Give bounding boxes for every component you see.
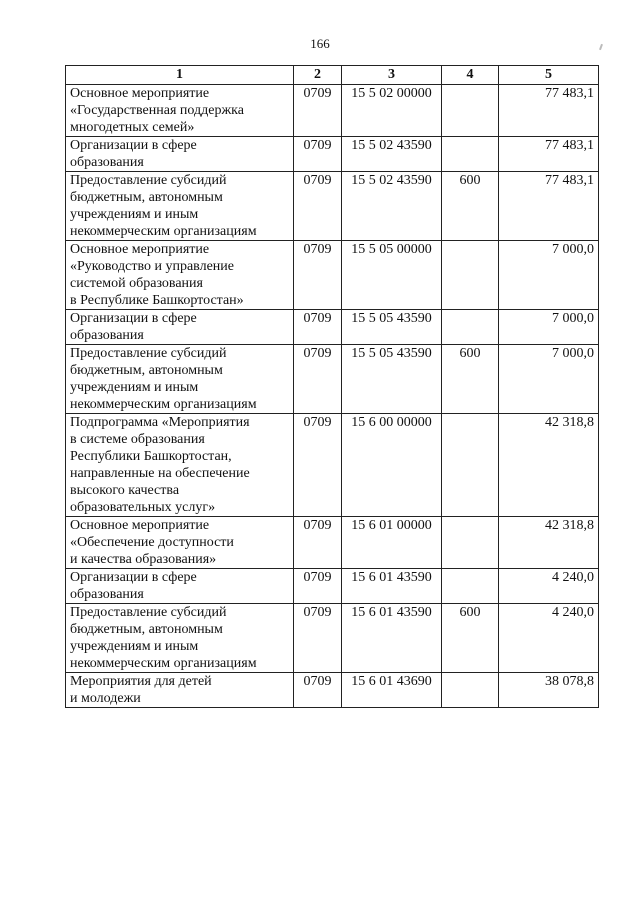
table-row — [66, 517, 599, 569]
table-header-row — [66, 66, 599, 85]
page-number: 166 — [310, 36, 330, 51]
target-code-cell: 15 6 01 43590 — [342, 569, 442, 604]
expense-type-cell — [442, 241, 499, 310]
row-name-cell: Организации в сфере образования — [66, 569, 294, 604]
row-name-cell: Предоставление субсидий бюджетным, автономным учреждениям и иным некоммерческим организациям — [66, 345, 294, 414]
section-code-cell: 0709 — [294, 241, 342, 310]
target-code-cell: 15 6 00 00000 — [342, 414, 442, 517]
amount-cell: 77 483,1 — [499, 172, 599, 241]
amount-cell: 7 000,0 — [499, 241, 599, 310]
column-header: 3 — [342, 66, 442, 85]
target-code-cell: 15 6 01 43590 — [342, 604, 442, 673]
amount-cell: 42 318,8 — [499, 517, 599, 569]
row-name-cell: Основное мероприятие «Руководство и управление системой образования в Республике Башкортостан» — [66, 241, 294, 310]
amount-cell: 7 000,0 — [499, 345, 599, 414]
section-code-cell: 0709 — [294, 85, 342, 137]
target-code-cell: 15 5 02 43590 — [342, 137, 442, 172]
section-code-cell: 0709 — [294, 604, 342, 673]
target-code-cell: 15 5 02 00000 — [342, 85, 442, 137]
section-code-cell: 0709 — [294, 137, 342, 172]
section-code-cell: 0709 — [294, 673, 342, 708]
section-code-cell: 0709 — [294, 310, 342, 345]
section-code-cell: 0709 — [294, 172, 342, 241]
table-row — [66, 310, 599, 345]
row-name-cell: Подпрограмма «Мероприятия в системе образования Республики Башкортостан, направленные на обеспечение высокого качества образовательных услуг» — [66, 414, 294, 517]
expense-type-cell: 600 — [442, 345, 499, 414]
section-code-cell: 0709 — [294, 414, 342, 517]
expense-type-cell — [442, 517, 499, 569]
expense-type-cell: 600 — [442, 604, 499, 673]
table-row — [66, 673, 599, 708]
amount-cell: 38 078,8 — [499, 673, 599, 708]
table-row — [66, 569, 599, 604]
amount-cell: 77 483,1 — [499, 137, 599, 172]
column-header: 5 — [499, 66, 599, 85]
target-code-cell: 15 5 05 43590 — [342, 310, 442, 345]
expense-type-cell — [442, 310, 499, 345]
target-code-cell: 15 6 01 00000 — [342, 517, 442, 569]
section-code-cell: 0709 — [294, 517, 342, 569]
table-row — [66, 172, 599, 241]
section-code-cell: 0709 — [294, 345, 342, 414]
expense-type-cell — [442, 673, 499, 708]
table-body — [66, 85, 599, 708]
target-code-cell: 15 5 02 43590 — [342, 172, 442, 241]
row-name-cell: Мероприятия для детей и молодежи — [66, 673, 294, 708]
expense-type-cell — [442, 569, 499, 604]
expense-type-cell — [442, 137, 499, 172]
column-header: 4 — [442, 66, 499, 85]
table-row — [66, 345, 599, 414]
expense-type-cell: 600 — [442, 172, 499, 241]
amount-cell: 7 000,0 — [499, 310, 599, 345]
row-name-cell: Организации в сфере образования — [66, 310, 294, 345]
column-header: 1 — [66, 66, 294, 85]
expense-type-cell — [442, 85, 499, 137]
row-name-cell: Основное мероприятие «Государственная поддержка многодетных семей» — [66, 85, 294, 137]
table-row — [66, 137, 599, 172]
amount-cell: 77 483,1 — [499, 85, 599, 137]
amount-cell: 42 318,8 — [499, 414, 599, 517]
budget-table — [65, 65, 599, 708]
table-row — [66, 85, 599, 137]
table-row — [66, 241, 599, 310]
amount-cell: 4 240,0 — [499, 569, 599, 604]
target-code-cell: 15 6 01 43690 — [342, 673, 442, 708]
target-code-cell: 15 5 05 00000 — [342, 241, 442, 310]
row-name-cell: Предоставление субсидий бюджетным, автономным учреждениям и иным некоммерческим организациям — [66, 604, 294, 673]
target-code-cell: 15 5 05 43590 — [342, 345, 442, 414]
row-name-cell: Организации в сфере образования — [66, 137, 294, 172]
table-row — [66, 604, 599, 673]
table-row — [66, 414, 599, 517]
row-name-cell: Предоставление субсидий бюджетным, автономным учреждениям и иным некоммерческим организациям — [66, 172, 294, 241]
row-name-cell: Основное мероприятие «Обеспечение доступности и качества образования» — [66, 517, 294, 569]
amount-cell: 4 240,0 — [499, 604, 599, 673]
column-header: 2 — [294, 66, 342, 85]
section-code-cell: 0709 — [294, 569, 342, 604]
expense-type-cell — [442, 414, 499, 517]
